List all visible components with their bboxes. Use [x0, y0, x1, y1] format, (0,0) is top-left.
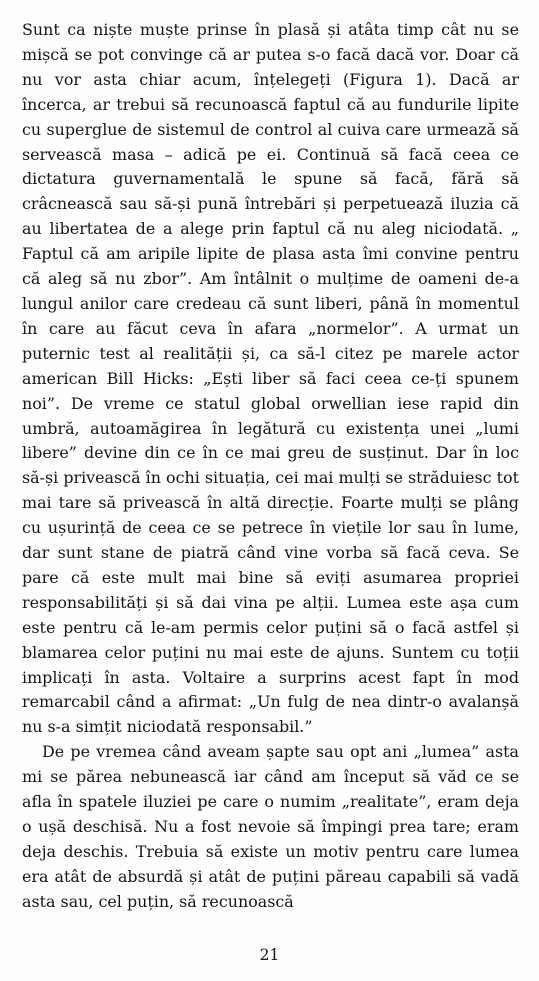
body-text [22, 18, 519, 915]
page-number: 21 [259, 946, 280, 964]
paragraph-1: Sunt ca niște muște prinse în plasă și atâta timp cât nu se mișcă se pot convinge că ar putea s-o facă dacă vor. Doar că nu vor asta chiar acum, înțelegeți (Figura 1). Dacă ar încerca, ar trebui să recunoască faptul că au fundurile lipite cu superglue de sistemul de control al cuiva care urmează să servească masa – adică pe ei. Continuă să facă ceea ce dictatura guvernamentală le spune să facă, fără să crâcnească sau să-și pună întrebări și perpetuează iluzia că au libertatea de a alege prin faptul că nu aleg niciodată. „ Faptul că am aripile lipite de plasa asta îmi convine pentru că aleg să nu zbor”. Am întâlnit o mulțime de oameni de-a lungul anilor care credeau că sunt liberi, până în momentul în care au făcut ceva în afara „normelor”. A urmat un puternic test al realității și, ca să-l citez pe marele actor american Bill Hicks: „Ești liber să faci ceea ce-ți spunem noi”. De vreme ce statul global orwellian iese rapid din umbră, autoamăgirea în legătură cu existența unei „lumi libere” devine din ce în ce mai greu de susținut. Dar în loc să-și privească în ochi situația, cei mai mulți se străduiesc tot mai tare să privească în altă direcție. Foarte mulți se plâng cu ușurință de ceea ce se petrece în viețile lor sau în lume, dar sunt stane de piatră când vine vorba să facă ceva. Se pare că este mult mai bine să eviți asumarea propriei responsabilități și să dai vina pe alții. Lumea este așa cum este pentru că le-am permis celor puțini să o facă astfel și blamarea celor puțini nu mai este de ajuns. Suntem cu toții implicați în asta. Voltaire a surprins acest fapt în mod remarcabil când a afirmat: „Un fulg de nea dintr-o avalanșă nu s-a simțit niciodată responsabil.” [22, 20, 519, 737]
paragraph-2: De pe vremea când aveam șapte sau opt ani „lumea” asta mi se părea nebunească iar când am început să văd ce se afla în spatele iluziei pe care o numim „realitate”, eram deja o ușă deschisă. Nu a fost nevoie să împingi prea tare; eram deja deschis. Trebuia să existe un motiv pentru care lumea era atât de absurdă și atât de puțini păreau capabili să vadă asta sau, cel puțin, să recunoască [22, 742, 519, 911]
